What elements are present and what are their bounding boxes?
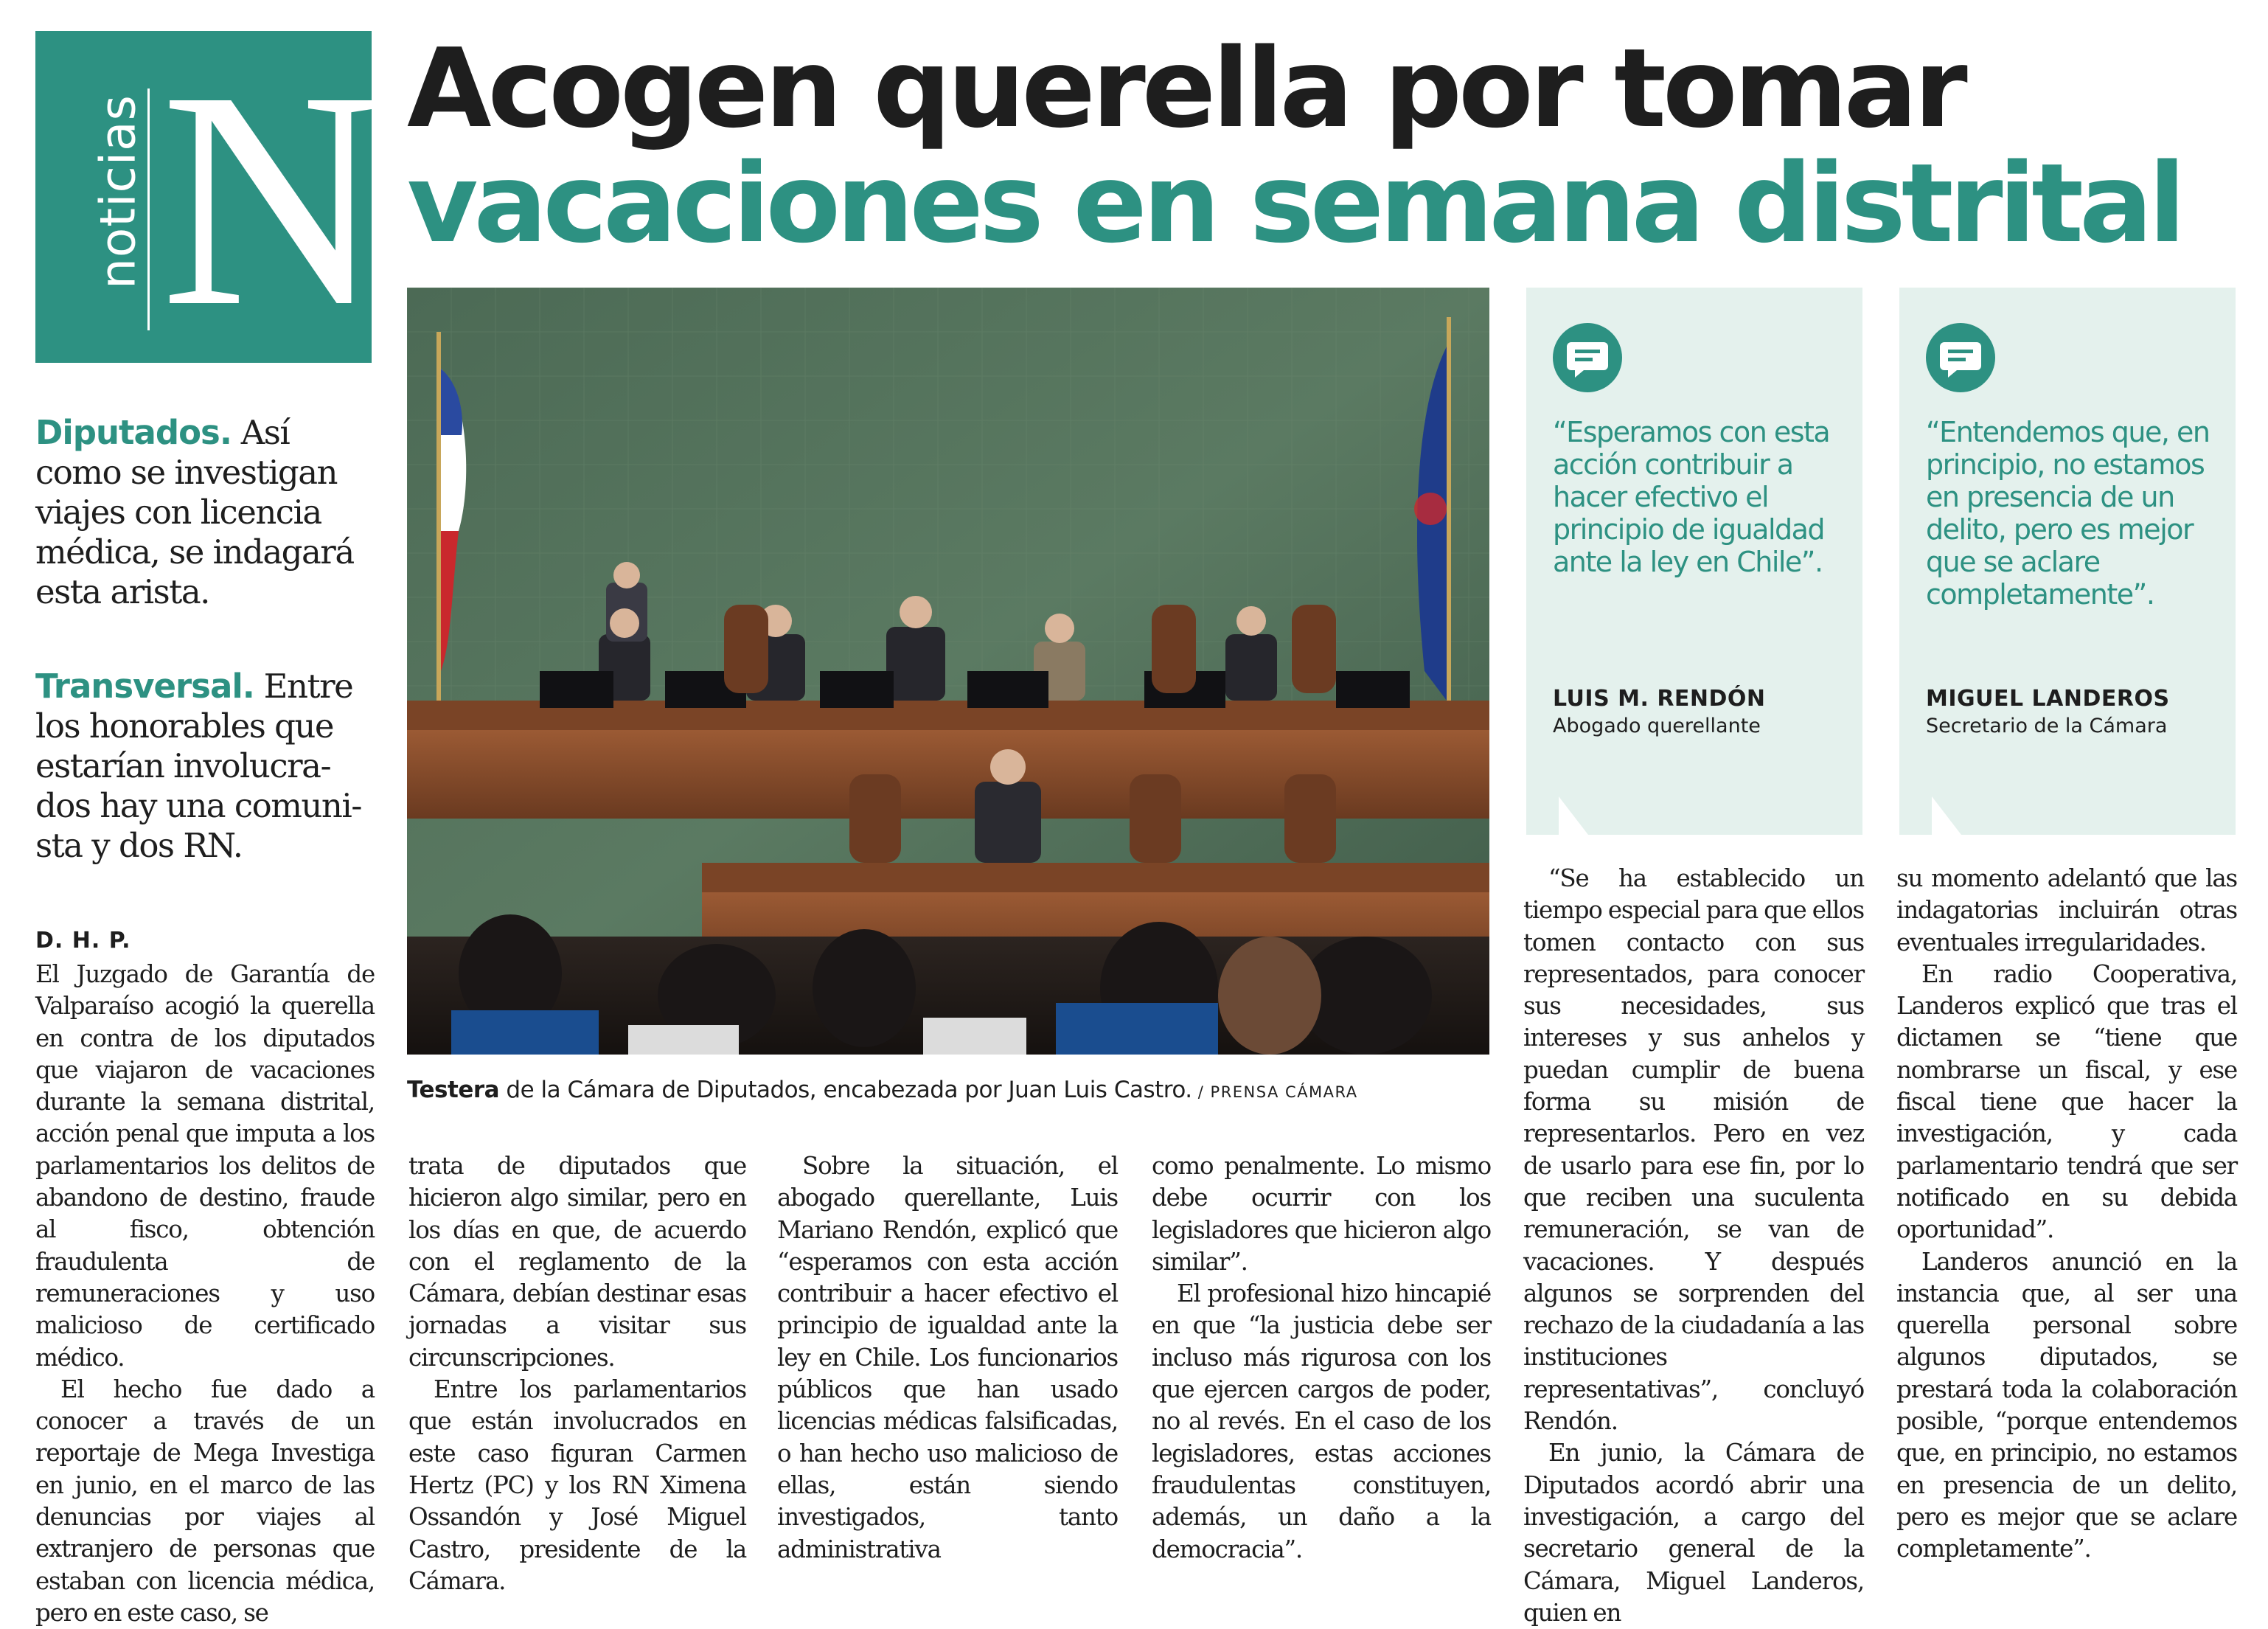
quote-text: “Esperamos con esta acción contribuir a hacer efectivo el principio de igualdad ante la ley en Chile”. (1553, 416, 1830, 578)
logo-divider (147, 88, 150, 330)
lead-kicker: Diputados. (35, 413, 232, 452)
body-paragraph: Landeros anunció en la instancia que, al ser una querella personal sobre algunos diputados, se prestará toda la colaboración posible, “porque entendemos que, en principio, no estamos en presencia de un delito, pero es mejor que se aclare completamente”. (1896, 1247, 2237, 1563)
caption-text: de la Cámara de Diputados, encabezada por Juan Luis Castro. (499, 1077, 1192, 1103)
headline-line-1: Acogen querella por tomar (407, 25, 1964, 152)
photo-credit: / PRENSA CÁMARA (1192, 1083, 1358, 1101)
body-paragraph: como penalmente. Lo mismo debe ocurrir con los legisladores que hicieron algo similar”. (1152, 1152, 1491, 1276)
lead-paragraph (35, 413, 382, 612)
lead-text: Entre los honorables que estarían involucra-dos hay una comuni-sta y dos RN. (35, 667, 361, 865)
body-paragraph: El Juzgado de Garantía de Valparaíso acogió la querella en contra de los diputados que viajaron de vacaciones durante la semana distrital, acción penal que imputa a los parlamentarios los delitos de abandono de destino, fraude al fisco, obtención fraudulenta de remuneraciones y uso malicioso de certificado médico. (35, 960, 375, 1372)
section-logo (35, 27, 385, 370)
lead-paragraph (35, 667, 382, 866)
section-word: noticias (89, 94, 147, 289)
quote-author: LUIS M. RENDÓN (1553, 686, 1766, 712)
body-paragraph: “Se ha establecido un tiempo especial para que ellos tomen contacto con sus representados, para conocer sus necesidades, sus intereses y sus anhelos y puedan cumplir de buena forma su misión de representarlos. Pero en vez de usarlo para ese fin, por lo que reciben una suculenta remuneración, se van de vacaciones. Y después algunos se sorprenden del rechazo de la ciudadanía a las instituciones representativas”, concluyó Rendón. (1523, 864, 1864, 1436)
body-column-5 (1523, 863, 1864, 1627)
body-paragraph: trata de diputados que hicieron algo similar, pero en los días en que, de acuerdo con el reglamento de la Cámara, debían destinar esas jornadas a visitar sus circunscripciones. (408, 1152, 746, 1372)
body-column-1 (35, 959, 375, 1627)
quote-text: “Entendemos que, en principio, no estamos en presencia de un delito, pero es mejor que se aclare completamente”. (1926, 416, 2210, 611)
speech-bubble-icon (1926, 323, 1995, 392)
body-paragraph: Sobre la situación, el abogado querellante, Luis Mariano Rendón, explicó que “esperamos con esta acción contribuir a hacer efectivo el principio de igualdad ante la ley en Chile. Los funcionarios públicos que han usado licencias médicas falsificadas, o han hecho uso malicioso de ellas, están siendo investigados, tanto administrativa (777, 1152, 1118, 1563)
quote-tail (1559, 796, 1588, 835)
body-column-4 (1152, 1150, 1491, 1563)
caption-lead: Testera (407, 1077, 500, 1103)
section-letter: N (161, 27, 385, 370)
body-column-6 (1896, 863, 2237, 1563)
lead-text: Así como se investigan viajes con licencia médica, se indagará esta arista. (35, 413, 354, 611)
byline: D. H. P. (35, 928, 131, 954)
quote-author-role: Abogado querellante (1553, 715, 1761, 737)
body-paragraph: En junio, la Cámara de Diputados acordó abrir una investigación, a cargo del secretario general de la Cámara, Miguel Landeros, quien en (1523, 1439, 1864, 1627)
body-column-2 (408, 1150, 746, 1595)
body-column-3 (777, 1150, 1118, 1563)
chamber-photo-illustration (407, 288, 1489, 1055)
body-paragraph: su momento adelantó que las indagatorias incluirán otras eventuales irregularidades. (1896, 864, 2237, 956)
body-paragraph: Entre los parlamentarios que están involucrados en este caso figuran Carmen Hertz (PC) y los RN Ximena Ossandón y José Miguel Castro, presidente de la Cámara. (408, 1375, 746, 1595)
body-paragraph: En radio Cooperativa, Landeros explicó que tras el dictamen se “tiene que nombrarse un fiscal, y ese fiscal tiene que hacer la investigación, y cada parlamentario tendrá que ser notificado en su debida oportunidad”. (1896, 959, 2237, 1244)
quote-box (1899, 288, 2236, 835)
photo-caption (407, 1075, 1498, 1107)
quote-author-role: Secretario de la Cámara (1926, 715, 2168, 737)
quote-tail (1932, 796, 1961, 835)
body-paragraph: El hecho fue dado a conocer a través de un reportaje de Mega Investiga en junio, en el marco de las denuncias por viajes al extranjero de personas que estaban con licencia médica, pero en este caso, se (35, 1375, 375, 1627)
quote-box (1526, 288, 1862, 835)
headline-line-2: vacaciones en semana distrital (407, 140, 2182, 267)
body-paragraph: El profesional hizo hincapié en que “la justicia debe ser incluso más rigurosa con los que ejercen cargos de poder, no al revés. En el caso de los legisladores, estas acciones fraudulentas constituyen, además, un daño a la democracia”. (1152, 1279, 1491, 1563)
speech-bubble-icon (1553, 323, 1622, 392)
chamber-photo (407, 288, 1489, 1055)
lead-kicker: Transversal. (35, 667, 254, 706)
quote-author: MIGUEL LANDEROS (1926, 686, 2170, 712)
